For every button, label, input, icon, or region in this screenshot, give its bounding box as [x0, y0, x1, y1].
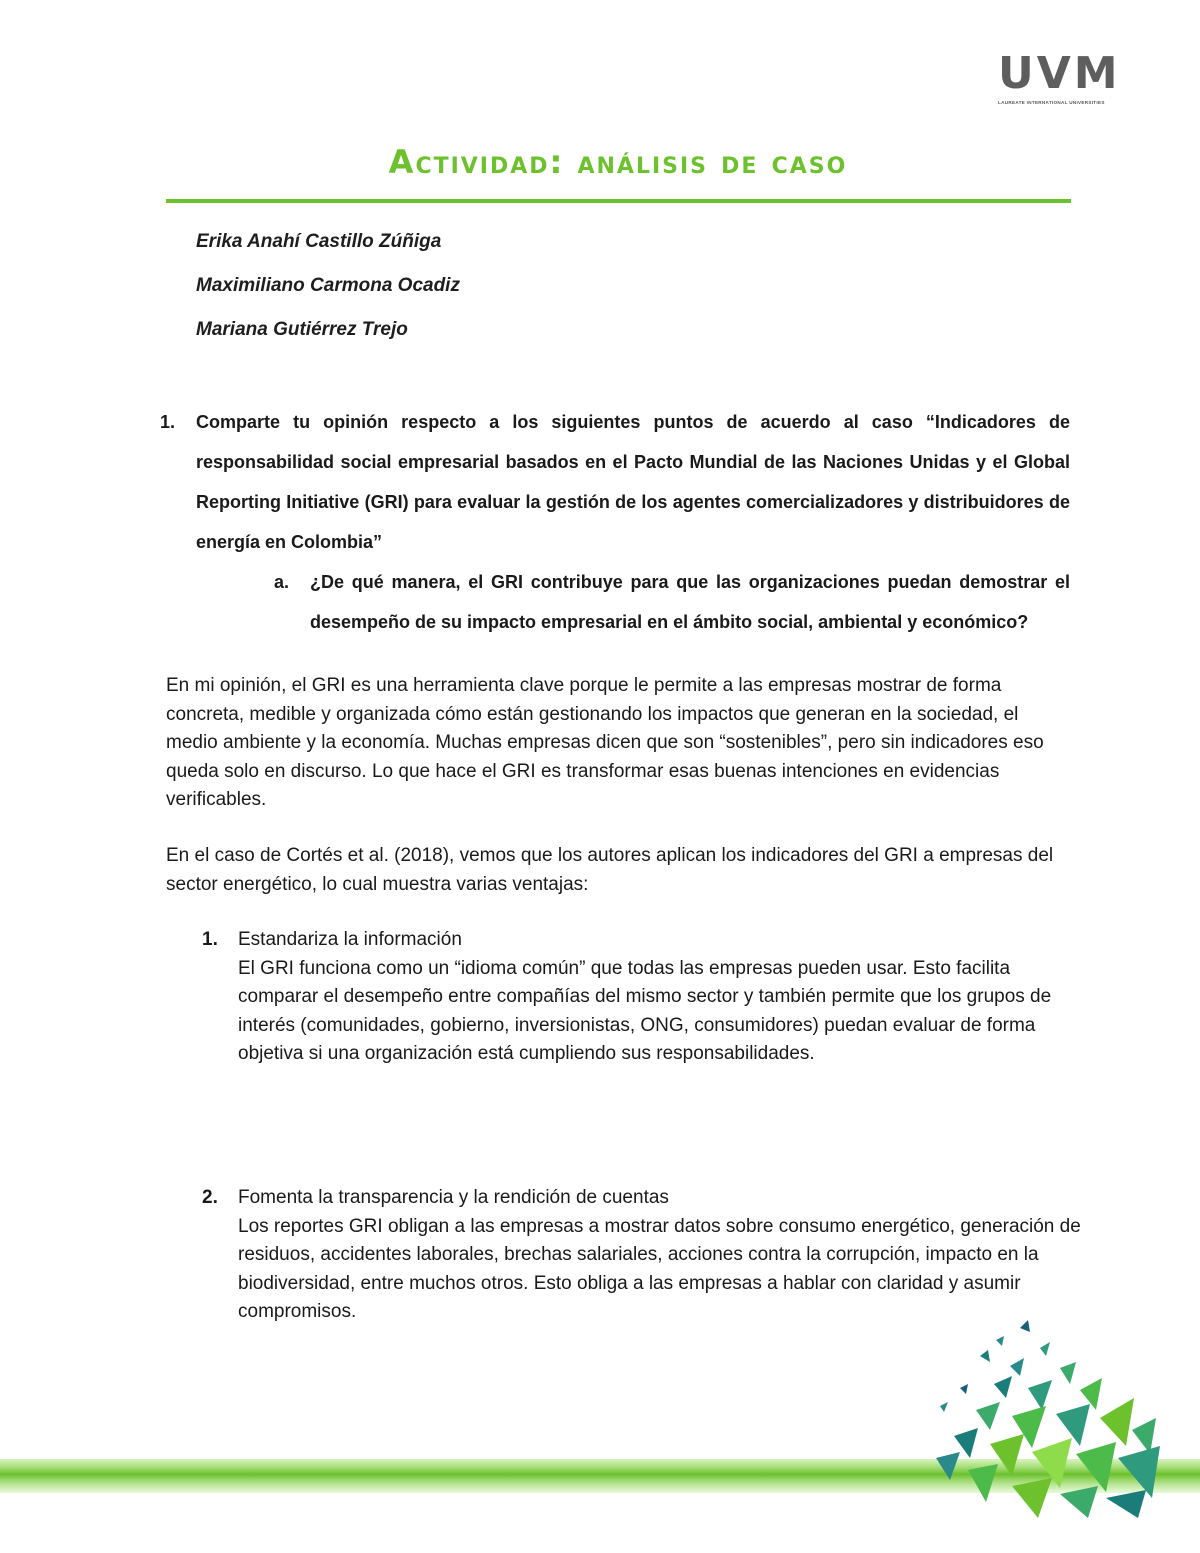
answer-paragraph: En el caso de Cortés et al. (2018), vemos que los autores aplican los indicadores del GRI a empresas del sector energético, lo cual muestra varias ventajas: — [166, 845, 1054, 895]
author-list — [196, 228, 460, 360]
question-number: 1. — [160, 412, 176, 432]
list-item — [202, 1184, 1082, 1327]
question-text: Comparte tu opinión respecto a los siguientes puntos de acuerdo al caso “Indicadores de responsabilidad social empresarial basados en el Pacto Mundial de las Naciones Unidas y el Global Reporting Initiative (GRI) para evaluar la gestión de los agentes comercializadores y distribuidores de energía en Colombia” — [196, 412, 1070, 552]
sub-question-letter: a. — [274, 572, 290, 592]
question-block — [160, 402, 1070, 642]
author-name: Erika Anahí Castillo Zúñiga — [196, 231, 442, 252]
page-title: Actividad: análisis de caso — [388, 143, 848, 181]
list-item — [202, 926, 1082, 1069]
sub-question-text: ¿De qué manera, el GRI contribuye para que las organizaciones puedan demostrar el desempeño de su impacto empresarial en el ámbito social, ambiental y económico? — [310, 572, 1070, 632]
sub-question — [274, 562, 1070, 642]
list-item-number: 1. — [202, 929, 218, 950]
logo-text: UVM — [998, 48, 1121, 99]
list-item-text: Los reportes GRI obligan a las empresas a mostrar datos sobre consumo energético, generación de residuos, accidentes laborales, brechas salariales, acciones contra la corrupción, impacto en la biodiversidad, entre muchos otros. Esto obliga a las empresas a hablar con claridad y asumir compromisos. — [238, 1215, 1081, 1322]
uvm-logo — [998, 48, 1122, 105]
list-item-text: El GRI funciona como un “idioma común” que todas las empresas pueden usar. Esto facilita comparar el desempeño entre compañías del mismo sector y también permite que los grupos de interés (comunidades, gobierno, inversionistas, ONG, consumidores) puedan evaluar de forma objetiva si una organización está cumpliendo sus responsabilidades. — [238, 957, 1052, 1064]
author-name: Maximiliano Carmona Ocadiz — [196, 275, 460, 296]
author-name: Mariana Gutiérrez Trejo — [196, 319, 408, 340]
answer-paragraph: En mi opinión, el GRI es una herramienta clave porque le permite a las empresas mostrar de forma concreta, medible y organizada cómo están gestionando los impactos que generan en la sociedad, el medio ambiente y la economía. Muchas empresas dicen que son “sostenibles”, pero sin indicadores eso queda solo en discurso. Lo que hace el GRI es transformar esas buenas intenciones en evidencias verificables. — [166, 675, 1044, 810]
decorative-triangles — [920, 1318, 1170, 1518]
list-item-title: Fomenta la transparencia y la rendición de cuentas — [238, 1187, 669, 1208]
title-divider — [166, 199, 1071, 203]
list-item-number: 2. — [202, 1187, 218, 1208]
list-item-title: Estandariza la información — [238, 929, 462, 950]
logo-subtitle: LAUREATE INTERNATIONAL UNIVERSITIES — [998, 100, 1105, 105]
